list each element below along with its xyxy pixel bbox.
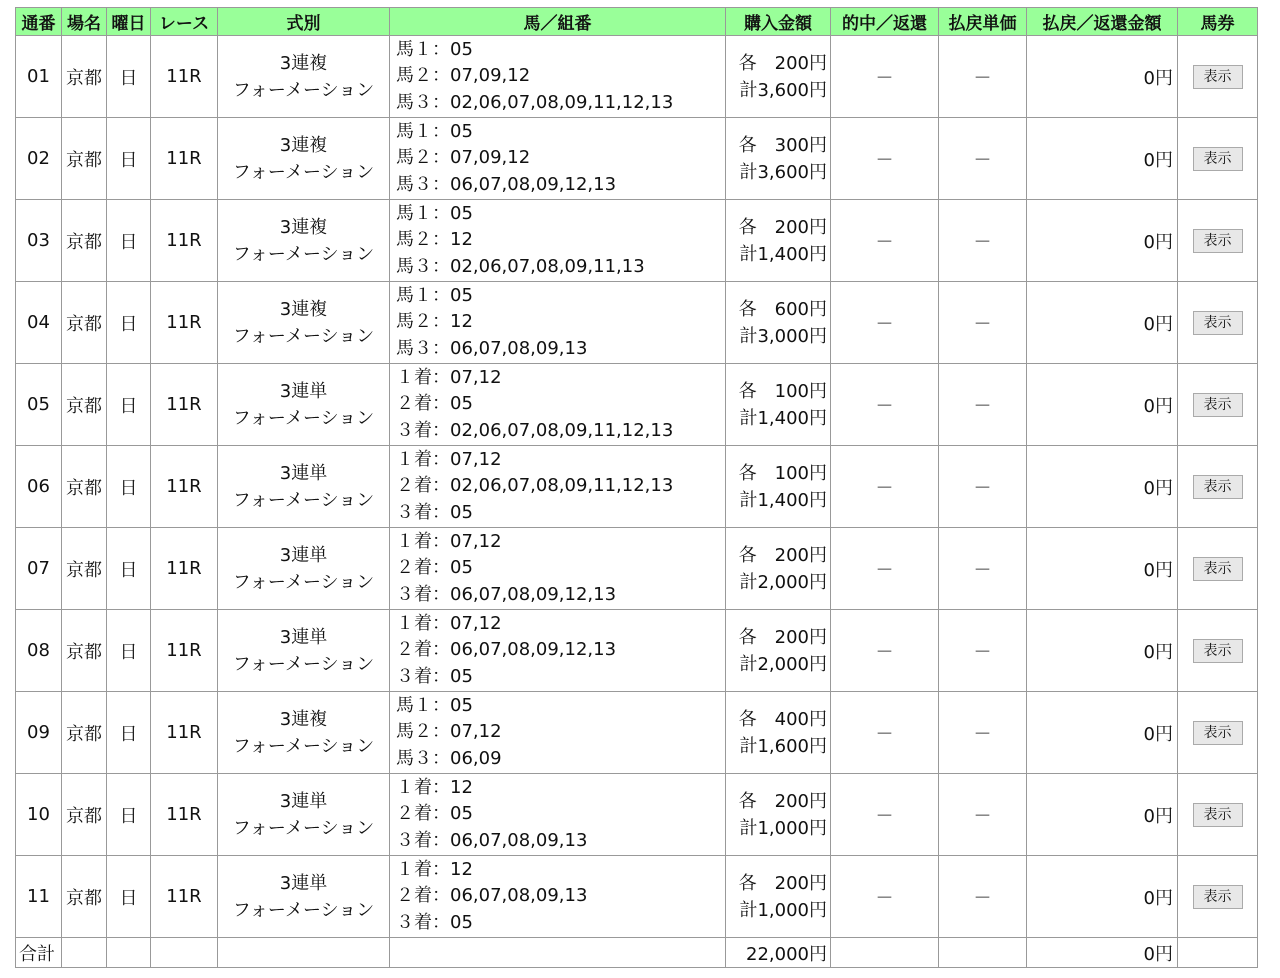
bet-horse-line: ２着：05 [396, 557, 473, 579]
bet-place: 京都 [62, 200, 107, 282]
bet-amount-total: 計1,400円 [739, 243, 827, 265]
bet-horse-line: 馬２：07,09,12 [396, 65, 531, 87]
bet-race: 11R [151, 36, 218, 118]
bet-day: 日 [107, 528, 151, 610]
bet-day: 日 [107, 364, 151, 446]
bet-payout: 0円 [1027, 610, 1178, 692]
bet-amount-each: 各 200円 [738, 872, 827, 894]
table-row [16, 692, 1258, 774]
ticket-cell [1178, 528, 1258, 610]
show-ticket-button[interactable]: 表示 [1193, 229, 1243, 253]
bet-type-kind: 3連複 [279, 216, 328, 238]
bet-horse-line: 馬２：12 [396, 229, 473, 251]
bet-horse-line: ２着：06,07,08,09,12,13 [396, 639, 617, 661]
bet-horse-line: １着：12 [396, 858, 473, 880]
show-ticket-button[interactable]: 表示 [1193, 475, 1243, 499]
bet-day: 日 [107, 118, 151, 200]
bet-type [218, 200, 390, 282]
bet-amount [726, 856, 831, 938]
bet-horse-line: ２着：06,07,08,09,13 [396, 885, 588, 907]
show-ticket-button[interactable]: 表示 [1193, 803, 1243, 827]
bet-place: 京都 [62, 282, 107, 364]
bet-type-method: フォーメーション [232, 243, 375, 265]
bet-place: 京都 [62, 118, 107, 200]
bet-race: 11R [151, 528, 218, 610]
bet-type-method: フォーメーション [232, 407, 375, 429]
bet-hit: － [831, 856, 939, 938]
table-row [16, 118, 1258, 200]
bet-amount-total: 計1,600円 [739, 735, 827, 757]
bet-horse-line: 馬１：05 [396, 120, 473, 142]
bet-horses [390, 200, 726, 282]
table-row [16, 528, 1258, 610]
ticket-cell [1178, 692, 1258, 774]
bet-number: 03 [16, 200, 62, 282]
bet-place: 京都 [62, 364, 107, 446]
bet-type-kind: 3連単 [279, 380, 328, 402]
bet-place: 京都 [62, 36, 107, 118]
bet-amount-each: 各 600円 [738, 298, 827, 320]
bet-number: 11 [16, 856, 62, 938]
bet-race: 11R [151, 774, 218, 856]
bet-horse-line: １着：07,12 [396, 448, 502, 470]
bet-unit-payout: － [939, 692, 1027, 774]
bet-amount-each: 各 200円 [738, 790, 827, 812]
bet-number: 10 [16, 774, 62, 856]
bet-day: 日 [107, 856, 151, 938]
bet-day: 日 [107, 774, 151, 856]
bet-horses [390, 692, 726, 774]
bet-type-kind: 3連単 [279, 790, 328, 812]
bet-horse-line: 馬３：02,06,07,08,09,11,13 [396, 255, 645, 277]
bet-place: 京都 [62, 610, 107, 692]
bet-type-method: フォーメーション [232, 79, 375, 101]
bet-unit-payout: － [939, 118, 1027, 200]
bet-horse-line: 馬２：07,09,12 [396, 147, 531, 169]
total-payout: 0円 [1027, 938, 1178, 968]
bet-horse-line: ３着：06,07,08,09,12,13 [396, 583, 617, 605]
bet-unit-payout: － [939, 774, 1027, 856]
bet-type-kind: 3連単 [279, 626, 328, 648]
show-ticket-button[interactable]: 表示 [1193, 639, 1243, 663]
bet-amount [726, 282, 831, 364]
bet-horses [390, 856, 726, 938]
bet-hit: － [831, 36, 939, 118]
bet-horse-line: ２着：05 [396, 393, 473, 415]
ticket-cell [1178, 36, 1258, 118]
bet-type-method: フォーメーション [232, 161, 375, 183]
bet-amount-each: 各 200円 [738, 216, 827, 238]
bet-day: 日 [107, 200, 151, 282]
bet-day: 日 [107, 282, 151, 364]
bet-horse-line: ３着：06,07,08,09,13 [396, 829, 588, 851]
bet-horses [390, 36, 726, 118]
bet-payout: 0円 [1027, 856, 1178, 938]
bet-race: 11R [151, 610, 218, 692]
bet-unit-payout: － [939, 856, 1027, 938]
header-race: レース [151, 8, 218, 36]
bet-type [218, 774, 390, 856]
bet-unit-payout: － [939, 528, 1027, 610]
show-ticket-button[interactable]: 表示 [1193, 147, 1243, 171]
bet-horses [390, 610, 726, 692]
bet-horses [390, 282, 726, 364]
bet-place: 京都 [62, 446, 107, 528]
bet-amount-total: 計3,000円 [739, 325, 827, 347]
bet-unit-payout: － [939, 446, 1027, 528]
bet-place: 京都 [62, 528, 107, 610]
bet-amount [726, 692, 831, 774]
bet-horse-line: 馬３：06,09 [396, 747, 502, 769]
bet-day: 日 [107, 36, 151, 118]
bet-amount-total: 計2,000円 [739, 653, 827, 675]
bet-place: 京都 [62, 692, 107, 774]
show-ticket-button[interactable]: 表示 [1193, 885, 1243, 909]
ticket-cell [1178, 118, 1258, 200]
bet-day: 日 [107, 692, 151, 774]
bet-type [218, 446, 390, 528]
bet-hit: － [831, 692, 939, 774]
ticket-cell [1178, 856, 1258, 938]
bet-amount [726, 36, 831, 118]
bet-horse-line: １着：12 [396, 776, 473, 798]
bet-race: 11R [151, 856, 218, 938]
bet-hit: － [831, 364, 939, 446]
bet-amount [726, 118, 831, 200]
header-purchase: 購入金額 [726, 8, 831, 36]
bet-payout: 0円 [1027, 36, 1178, 118]
bet-payout: 0円 [1027, 200, 1178, 282]
bet-type [218, 364, 390, 446]
bet-hit: － [831, 282, 939, 364]
bet-horse-line: ３着：05 [396, 501, 473, 523]
table-row [16, 610, 1258, 692]
bet-horses [390, 446, 726, 528]
header-type: 式別 [218, 8, 390, 36]
bet-horse-line: 馬１：05 [396, 38, 473, 60]
bet-payout: 0円 [1027, 282, 1178, 364]
bet-type-method: フォーメーション [232, 899, 375, 921]
bet-horse-line: 馬２：12 [396, 311, 473, 333]
bet-race: 11R [151, 200, 218, 282]
bet-horse-line: １着：07,12 [396, 366, 502, 388]
bet-race: 11R [151, 118, 218, 200]
bet-number: 07 [16, 528, 62, 610]
bet-amount-each: 各 300円 [738, 134, 827, 156]
bet-hit: － [831, 200, 939, 282]
bet-day: 日 [107, 446, 151, 528]
bet-amount-total: 計1,400円 [739, 407, 827, 429]
table-row [16, 446, 1258, 528]
table-row [16, 200, 1258, 282]
total-purchase: 22,000円 [726, 938, 831, 968]
ticket-cell [1178, 774, 1258, 856]
bet-payout: 0円 [1027, 774, 1178, 856]
bet-amount-each: 各 200円 [738, 544, 827, 566]
bet-horse-line: 馬１：05 [396, 202, 473, 224]
bet-number: 08 [16, 610, 62, 692]
bet-place: 京都 [62, 856, 107, 938]
table-row [16, 36, 1258, 118]
bet-payout: 0円 [1027, 446, 1178, 528]
bet-type [218, 118, 390, 200]
bet-number: 05 [16, 364, 62, 446]
total-row [16, 938, 1258, 968]
bet-amount-total: 計2,000円 [739, 571, 827, 593]
bet-place: 京都 [62, 774, 107, 856]
bet-amount-total: 計1,000円 [739, 899, 827, 921]
bet-horses [390, 364, 726, 446]
ticket-cell [1178, 446, 1258, 528]
bet-race: 11R [151, 692, 218, 774]
table-header-row [16, 8, 1258, 36]
bet-type-method: フォーメーション [232, 489, 375, 511]
bet-horse-line: 馬３：06,07,08,09,13 [396, 337, 588, 359]
bet-number: 02 [16, 118, 62, 200]
bet-type-method: フォーメーション [232, 735, 375, 757]
bet-type-kind: 3連単 [279, 462, 328, 484]
bet-unit-payout: － [939, 200, 1027, 282]
bet-type-kind: 3連複 [279, 298, 328, 320]
bet-horse-line: ２着：05 [396, 803, 473, 825]
bet-hit: － [831, 774, 939, 856]
header-hit: 的中／返還 [831, 8, 939, 36]
bet-horse-line: 馬２：07,12 [396, 721, 502, 743]
show-ticket-button[interactable]: 表示 [1193, 557, 1243, 581]
bet-type-kind: 3連単 [279, 872, 328, 894]
bet-number: 06 [16, 446, 62, 528]
bet-horse-line: 馬３：06,07,08,09,12,13 [396, 173, 617, 195]
bet-horse-line: ２着：02,06,07,08,09,11,12,13 [396, 475, 674, 497]
show-ticket-button[interactable]: 表示 [1193, 65, 1243, 89]
bet-hit: － [831, 610, 939, 692]
bet-horse-line: ３着：02,06,07,08,09,11,12,13 [396, 419, 674, 441]
bet-amount-total: 計3,600円 [739, 161, 827, 183]
bet-horse-line: ３着：05 [396, 911, 473, 933]
bet-race: 11R [151, 446, 218, 528]
bet-horse-line: 馬１：05 [396, 284, 473, 306]
bet-unit-payout: － [939, 282, 1027, 364]
header-no: 通番 [16, 8, 62, 36]
bet-horse-line: ３着：05 [396, 665, 473, 687]
bet-payout: 0円 [1027, 364, 1178, 446]
bet-amount-each: 各 100円 [738, 380, 827, 402]
bet-type-kind: 3連複 [279, 134, 328, 156]
show-ticket-button[interactable]: 表示 [1193, 721, 1243, 745]
bet-amount-each: 各 400円 [738, 708, 827, 730]
table-row [16, 856, 1258, 938]
bet-number: 01 [16, 36, 62, 118]
bet-day: 日 [107, 610, 151, 692]
ticket-cell [1178, 282, 1258, 364]
table-row [16, 282, 1258, 364]
bet-amount-each: 各 100円 [738, 462, 827, 484]
bet-type-method: フォーメーション [232, 817, 375, 839]
bet-type [218, 856, 390, 938]
bet-type [218, 610, 390, 692]
bet-unit-payout: － [939, 36, 1027, 118]
bet-horses [390, 528, 726, 610]
ticket-cell [1178, 364, 1258, 446]
bet-amount [726, 200, 831, 282]
bet-amount [726, 528, 831, 610]
bet-number: 04 [16, 282, 62, 364]
bet-horse-line: 馬３：02,06,07,08,09,11,12,13 [396, 91, 674, 113]
bet-horses [390, 118, 726, 200]
bet-payout: 0円 [1027, 528, 1178, 610]
bet-history-table [15, 7, 1258, 968]
ticket-cell [1178, 610, 1258, 692]
bet-type-method: フォーメーション [232, 325, 375, 347]
bet-hit: － [831, 446, 939, 528]
header-day: 曜日 [107, 8, 151, 36]
bet-amount-total: 計3,600円 [739, 79, 827, 101]
bet-hit: － [831, 528, 939, 610]
bet-amount [726, 610, 831, 692]
bet-type [218, 528, 390, 610]
table-row [16, 774, 1258, 856]
bet-type-method: フォーメーション [232, 571, 375, 593]
bet-type-kind: 3連単 [279, 544, 328, 566]
bet-type [218, 692, 390, 774]
bet-number: 09 [16, 692, 62, 774]
bet-amount [726, 774, 831, 856]
bet-amount-each: 各 200円 [738, 52, 827, 74]
bet-unit-payout: － [939, 364, 1027, 446]
bet-type-kind: 3連複 [279, 52, 328, 74]
header-ticket: 馬券 [1178, 8, 1258, 36]
bet-amount-total: 計1,400円 [739, 489, 827, 511]
bet-amount-total: 計1,000円 [739, 817, 827, 839]
header-place: 場名 [62, 8, 107, 36]
bet-horse-line: 馬１：05 [396, 694, 473, 716]
bet-horse-line: １着：07,12 [396, 530, 502, 552]
header-horses: 馬／組番 [390, 8, 726, 36]
bet-horses [390, 774, 726, 856]
show-ticket-button[interactable]: 表示 [1193, 393, 1243, 417]
bet-payout: 0円 [1027, 118, 1178, 200]
show-ticket-button[interactable]: 表示 [1193, 311, 1243, 335]
bet-race: 11R [151, 282, 218, 364]
bet-amount [726, 446, 831, 528]
bet-type-kind: 3連複 [279, 708, 328, 730]
table-row [16, 364, 1258, 446]
bet-payout: 0円 [1027, 692, 1178, 774]
ticket-cell [1178, 200, 1258, 282]
bet-horse-line: １着：07,12 [396, 612, 502, 634]
bet-unit-payout: － [939, 610, 1027, 692]
bet-type [218, 282, 390, 364]
header-payout: 払戻／返還金額 [1027, 8, 1178, 36]
bet-amount-each: 各 200円 [738, 626, 827, 648]
bet-race: 11R [151, 364, 218, 446]
bet-amount [726, 364, 831, 446]
bet-type [218, 36, 390, 118]
bet-type-method: フォーメーション [232, 653, 375, 675]
bet-hit: － [831, 118, 939, 200]
total-label: 合計 [16, 938, 62, 968]
header-unit-payout: 払戻単価 [939, 8, 1027, 36]
